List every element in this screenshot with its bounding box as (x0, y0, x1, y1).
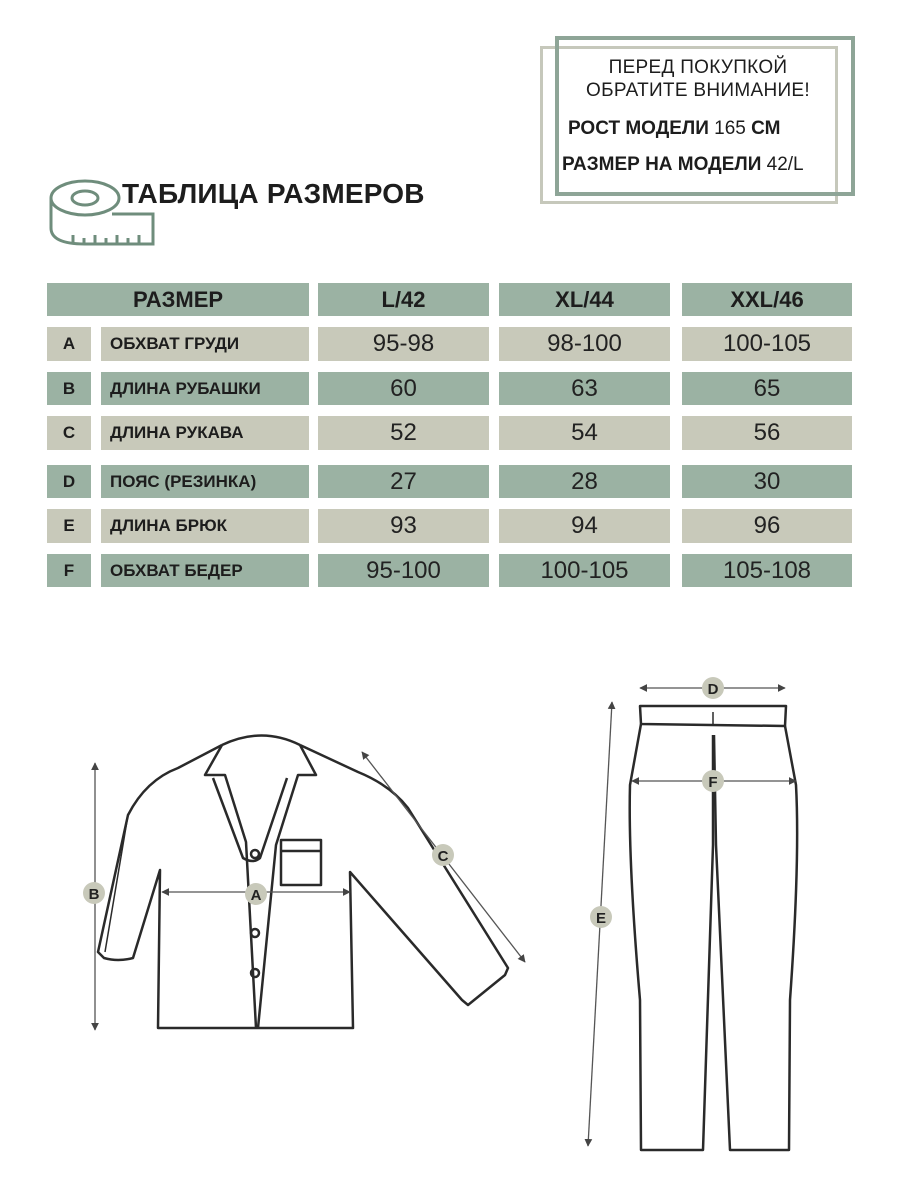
model-height-unit: СМ (751, 118, 781, 139)
row-label-shirt-length: ДЛИНА РУБАШКИ (101, 372, 309, 405)
marker-d (702, 677, 724, 699)
model-height-label: РОСТ МОДЕЛИ (568, 118, 709, 139)
marker-b-label: B (88, 886, 100, 903)
row-label-waist: ПОЯС (РЕЗИНКА) (101, 465, 309, 498)
table-cell: 28 (499, 465, 670, 498)
table-cell: 54 (499, 416, 670, 450)
marker-a (245, 883, 267, 905)
model-size-label: РАЗМЕР НА МОДЕЛИ (562, 154, 762, 175)
marker-f-label: F (708, 774, 718, 791)
garment-diagram (0, 660, 900, 1200)
row-letter-a: A (47, 327, 91, 361)
table-cell: 52 (318, 416, 489, 450)
row-label-hips: ОБХВАТ БЕДЕР (101, 554, 309, 587)
row-letter-e: E (47, 509, 91, 543)
row-letter-c: C (47, 416, 91, 450)
table-cell: 93 (318, 509, 489, 543)
row-label-pants-length: ДЛИНА БРЮК (101, 509, 309, 543)
row-letter-d: D (47, 465, 91, 498)
marker-d-label: D (707, 681, 719, 698)
model-height-value: 165 (714, 118, 746, 139)
marker-f (702, 770, 724, 792)
size-header-xxl: XXL/46 (682, 283, 852, 316)
table-cell: 63 (499, 372, 670, 405)
page-title: ТАБЛИЦА РАЗМЕРОВ (122, 178, 425, 209)
table-cell: 96 (682, 509, 852, 543)
size-header-l: L/42 (318, 283, 489, 316)
model-size (562, 154, 804, 176)
model-height (568, 118, 780, 140)
notice-line-1: ПЕРЕД ПОКУПКОЙ (608, 57, 788, 78)
table-cell: 94 (499, 509, 670, 543)
row-label-chest: ОБХВАТ ГРУДИ (101, 327, 309, 361)
table-cell: 100-105 (499, 554, 670, 587)
marker-b (83, 882, 105, 904)
table-cell: 27 (318, 465, 489, 498)
marker-c (432, 844, 454, 866)
table-cell: 95-98 (318, 327, 489, 361)
table-cell: 60 (318, 372, 489, 405)
table-cell: 56 (682, 416, 852, 450)
marker-e-label: E (595, 910, 607, 927)
table-cell: 98-100 (499, 327, 670, 361)
table-header-size: РАЗМЕР (47, 283, 309, 316)
row-letter-f: F (47, 554, 91, 587)
table-cell: 95-100 (318, 554, 489, 587)
size-header-xl: XL/44 (499, 283, 670, 316)
marker-e (590, 906, 612, 928)
marker-a-label: A (250, 887, 262, 904)
table-cell: 105-108 (682, 554, 852, 587)
table-cell: 65 (682, 372, 852, 405)
table-cell: 30 (682, 465, 852, 498)
model-size-value: 42/L (766, 154, 804, 175)
row-letter-b: B (47, 372, 91, 405)
marker-c-label: C (437, 848, 449, 865)
table-cell: 100-105 (682, 327, 852, 361)
shirt-illustration (98, 736, 508, 1029)
notice-line-2: ОБРАТИТЕ ВНИМАНИЕ! (586, 80, 810, 101)
row-label-sleeve-length: ДЛИНА РУКАВА (101, 416, 309, 450)
notice-box (548, 56, 848, 102)
